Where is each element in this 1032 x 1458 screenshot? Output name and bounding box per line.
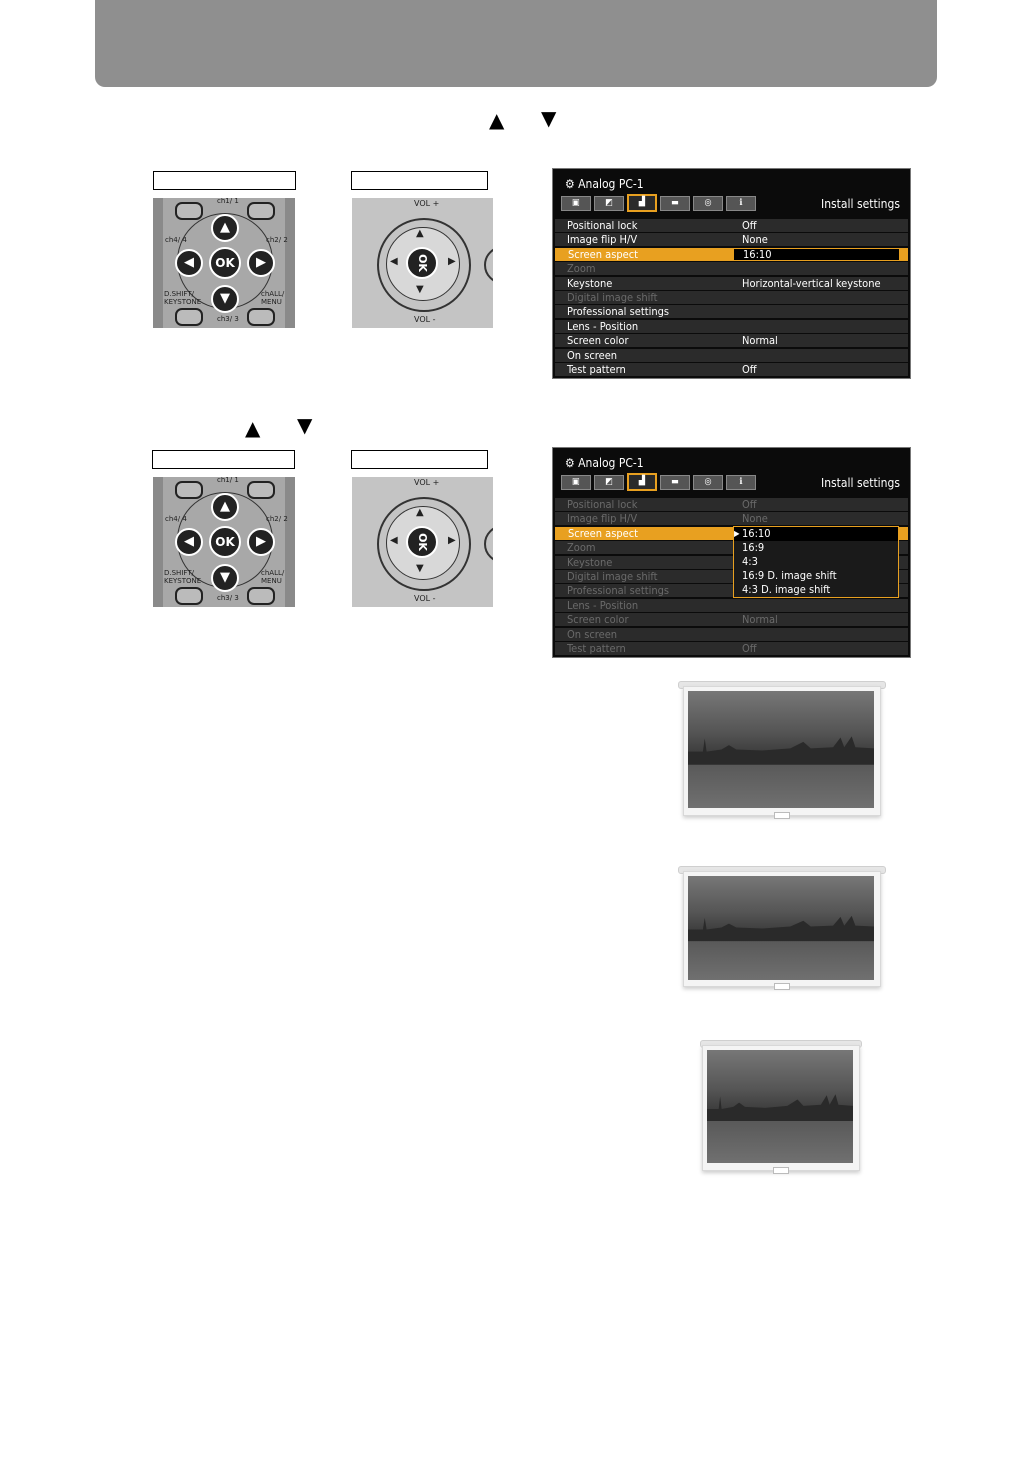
osd-row-value: Horizontal-vertical keystone: [742, 276, 881, 290]
ok-button-icon: OK: [209, 247, 241, 279]
down-arrow-icon: ▼: [541, 106, 557, 130]
osd-row[interactable]: [555, 334, 908, 347]
left-button-icon: ◀: [175, 249, 203, 277]
osd-title: ⚙ Analog PC-1: [565, 456, 644, 470]
up-arrow-icon: ▲: [489, 108, 505, 132]
osd-row-value: None: [742, 512, 768, 526]
osd-row-label: Test pattern: [567, 642, 626, 655]
left-button-icon: ◀: [175, 528, 203, 556]
osd-row-label: Positional lock: [567, 219, 638, 232]
tab-info[interactable]: ℹ: [726, 196, 756, 211]
osd-row-label: Zoom: [567, 262, 596, 276]
osd-row-label: Digital image shift: [567, 570, 658, 583]
side-left-icon: ◀: [390, 256, 398, 267]
osd-menu-step2: [552, 447, 911, 658]
osd-row-label: Test pattern: [567, 363, 626, 376]
down-button-icon: ▼: [211, 285, 239, 313]
osd-row-value: Normal: [742, 613, 778, 627]
right-button-icon: ▶: [247, 249, 275, 277]
osd-row-label: Lens - Position: [567, 319, 639, 333]
osd-row-value: Off: [742, 363, 757, 376]
osd-row-value: None: [742, 233, 768, 247]
remote-ch2-label: ch2/ 2: [266, 515, 288, 523]
tab-adjust[interactable]: ◩: [594, 196, 624, 211]
dropdown-option[interactable]: 4:3: [742, 555, 758, 568]
osd-row-value: Off: [742, 642, 757, 655]
osd-row-label: On screen: [567, 627, 618, 641]
osd-row[interactable]: [555, 219, 908, 232]
osd-row[interactable]: [555, 248, 908, 261]
osd-row-label: Keystone: [567, 276, 613, 290]
osd-row[interactable]: [555, 277, 908, 290]
remote-dshift-label: D.SHIFT/ KEYSTONE: [164, 569, 202, 585]
osd-row-label: Screen aspect: [556, 528, 734, 539]
osd-row-label: Professional settings: [567, 584, 670, 598]
osd-row[interactable]: [555, 262, 908, 275]
tab-info[interactable]: ℹ: [726, 475, 756, 490]
osd-row[interactable]: [555, 642, 908, 655]
osd-row-label: Screen color: [567, 613, 629, 627]
city-photo: [707, 1050, 853, 1163]
screen-illustration-4-3: [698, 1040, 864, 1176]
remote-ch3-label: ch3/ 3: [217, 594, 239, 602]
osd-row[interactable]: [555, 233, 908, 246]
tab-image[interactable]: ▣: [561, 475, 591, 490]
tab-network[interactable]: ◎: [693, 475, 723, 490]
osd-row-label: Keystone: [567, 555, 613, 569]
ok-button-icon: OK: [209, 526, 241, 558]
osd-row[interactable]: [555, 291, 908, 304]
down-button-icon: ▼: [211, 564, 239, 592]
osd-row[interactable]: [555, 628, 908, 641]
osd-menu-step1: [552, 168, 911, 379]
side-ok-button-icon: OK: [406, 247, 438, 279]
tab-install[interactable]: ▟: [627, 194, 657, 212]
osd-section-title: Install settings: [821, 197, 900, 211]
side-control-label-box: [351, 450, 488, 469]
osd-row-label: Image flip H/V: [567, 233, 638, 247]
down-arrow-icon: ▼: [297, 413, 313, 437]
tab-adjust[interactable]: ◩: [594, 475, 624, 490]
osd-row-label: Zoom: [567, 541, 596, 555]
osd-row[interactable]: [555, 349, 908, 362]
up-button-icon: ▲: [211, 493, 239, 521]
dropdown-option[interactable]: 4:3 D. image shift: [742, 583, 831, 596]
osd-row-value: 16:10: [743, 247, 772, 261]
remote-dshift-label: D.SHIFT/ KEYSTONE: [164, 290, 202, 306]
vol-plus-label: VOL +: [414, 199, 440, 208]
tab-network[interactable]: ◎: [693, 196, 723, 211]
remote-label-box: [153, 171, 296, 190]
vol-minus-label: VOL -: [414, 594, 436, 603]
osd-row-label: Positional lock: [567, 498, 638, 511]
remote-control-photo: [153, 477, 295, 607]
side-left-icon: ◀: [390, 535, 398, 546]
osd-row-value: Normal: [742, 334, 778, 348]
osd-row-label: Digital image shift: [567, 291, 658, 304]
remote-ch2-label: ch2/ 2: [266, 236, 288, 244]
side-up-icon: ▲: [416, 507, 424, 518]
remote-ch1-label: ch1/ 1: [217, 198, 239, 205]
remote-ch4-label: ch4/ 4: [165, 236, 187, 244]
osd-row-label: Image flip H/V: [567, 512, 638, 526]
remote-control-photo: [153, 198, 295, 328]
header-bar: [95, 0, 937, 87]
side-control-photo: [352, 477, 493, 607]
dropdown-option[interactable]: 16:9: [742, 541, 765, 554]
side-control-label-box: [351, 171, 488, 190]
city-photo: [688, 691, 874, 808]
osd-row[interactable]: [555, 613, 908, 626]
osd-row-value: Off: [742, 219, 757, 232]
remote-menu-label: chALL/ MENU: [261, 569, 285, 585]
tab-image[interactable]: ▣: [561, 196, 591, 211]
tab-install[interactable]: ▟: [627, 473, 657, 491]
osd-row-value: Off: [742, 498, 757, 511]
right-button-icon: ▶: [247, 528, 275, 556]
osd-row-label: Professional settings: [567, 305, 670, 319]
side-right-icon: ▶: [448, 535, 456, 546]
side-down-icon: ▼: [416, 563, 424, 574]
tab-system[interactable]: ▬: [660, 475, 690, 490]
vol-minus-label: VOL -: [414, 315, 436, 324]
side-ok-button-icon: OK: [406, 526, 438, 558]
osd-title: ⚙ Analog PC-1: [565, 177, 644, 191]
dropdown-option[interactable]: 16:9 D. image shift: [742, 569, 837, 582]
vol-plus-label: VOL +: [414, 478, 440, 487]
up-button-icon: ▲: [211, 214, 239, 242]
remote-label-box: [152, 450, 295, 469]
dropdown-option[interactable]: ▶ 16:10: [734, 527, 898, 541]
osd-row-label: Lens - Position: [567, 598, 639, 612]
remote-menu-label: chALL/ MENU: [261, 290, 285, 306]
screen-aspect-dropdown[interactable]: [733, 526, 899, 598]
osd-row-label: Screen aspect: [556, 249, 734, 260]
osd-row[interactable]: [555, 512, 908, 525]
side-up-icon: ▲: [416, 228, 424, 239]
osd-section-title: Install settings: [821, 476, 900, 490]
side-right-icon: ▶: [448, 256, 456, 267]
osd-row[interactable]: [555, 305, 908, 318]
remote-ch3-label: ch3/ 3: [217, 315, 239, 323]
up-arrow-icon: ▲: [245, 416, 261, 440]
city-photo: [688, 876, 874, 980]
osd-row-label: Screen color: [567, 334, 629, 348]
remote-ch1-label: ch1/ 1: [217, 477, 239, 484]
side-down-icon: ▼: [416, 284, 424, 295]
osd-row[interactable]: [555, 320, 908, 333]
osd-row[interactable]: [555, 498, 908, 511]
remote-ch4-label: ch4/ 4: [165, 515, 187, 523]
screen-illustration-16-9: [676, 866, 888, 992]
osd-row[interactable]: [555, 599, 908, 612]
osd-row[interactable]: [555, 363, 908, 376]
tab-system[interactable]: ▬: [660, 196, 690, 211]
screen-illustration-16-10: [676, 681, 888, 821]
side-control-photo: [352, 198, 493, 328]
osd-row-label: On screen: [567, 348, 618, 362]
